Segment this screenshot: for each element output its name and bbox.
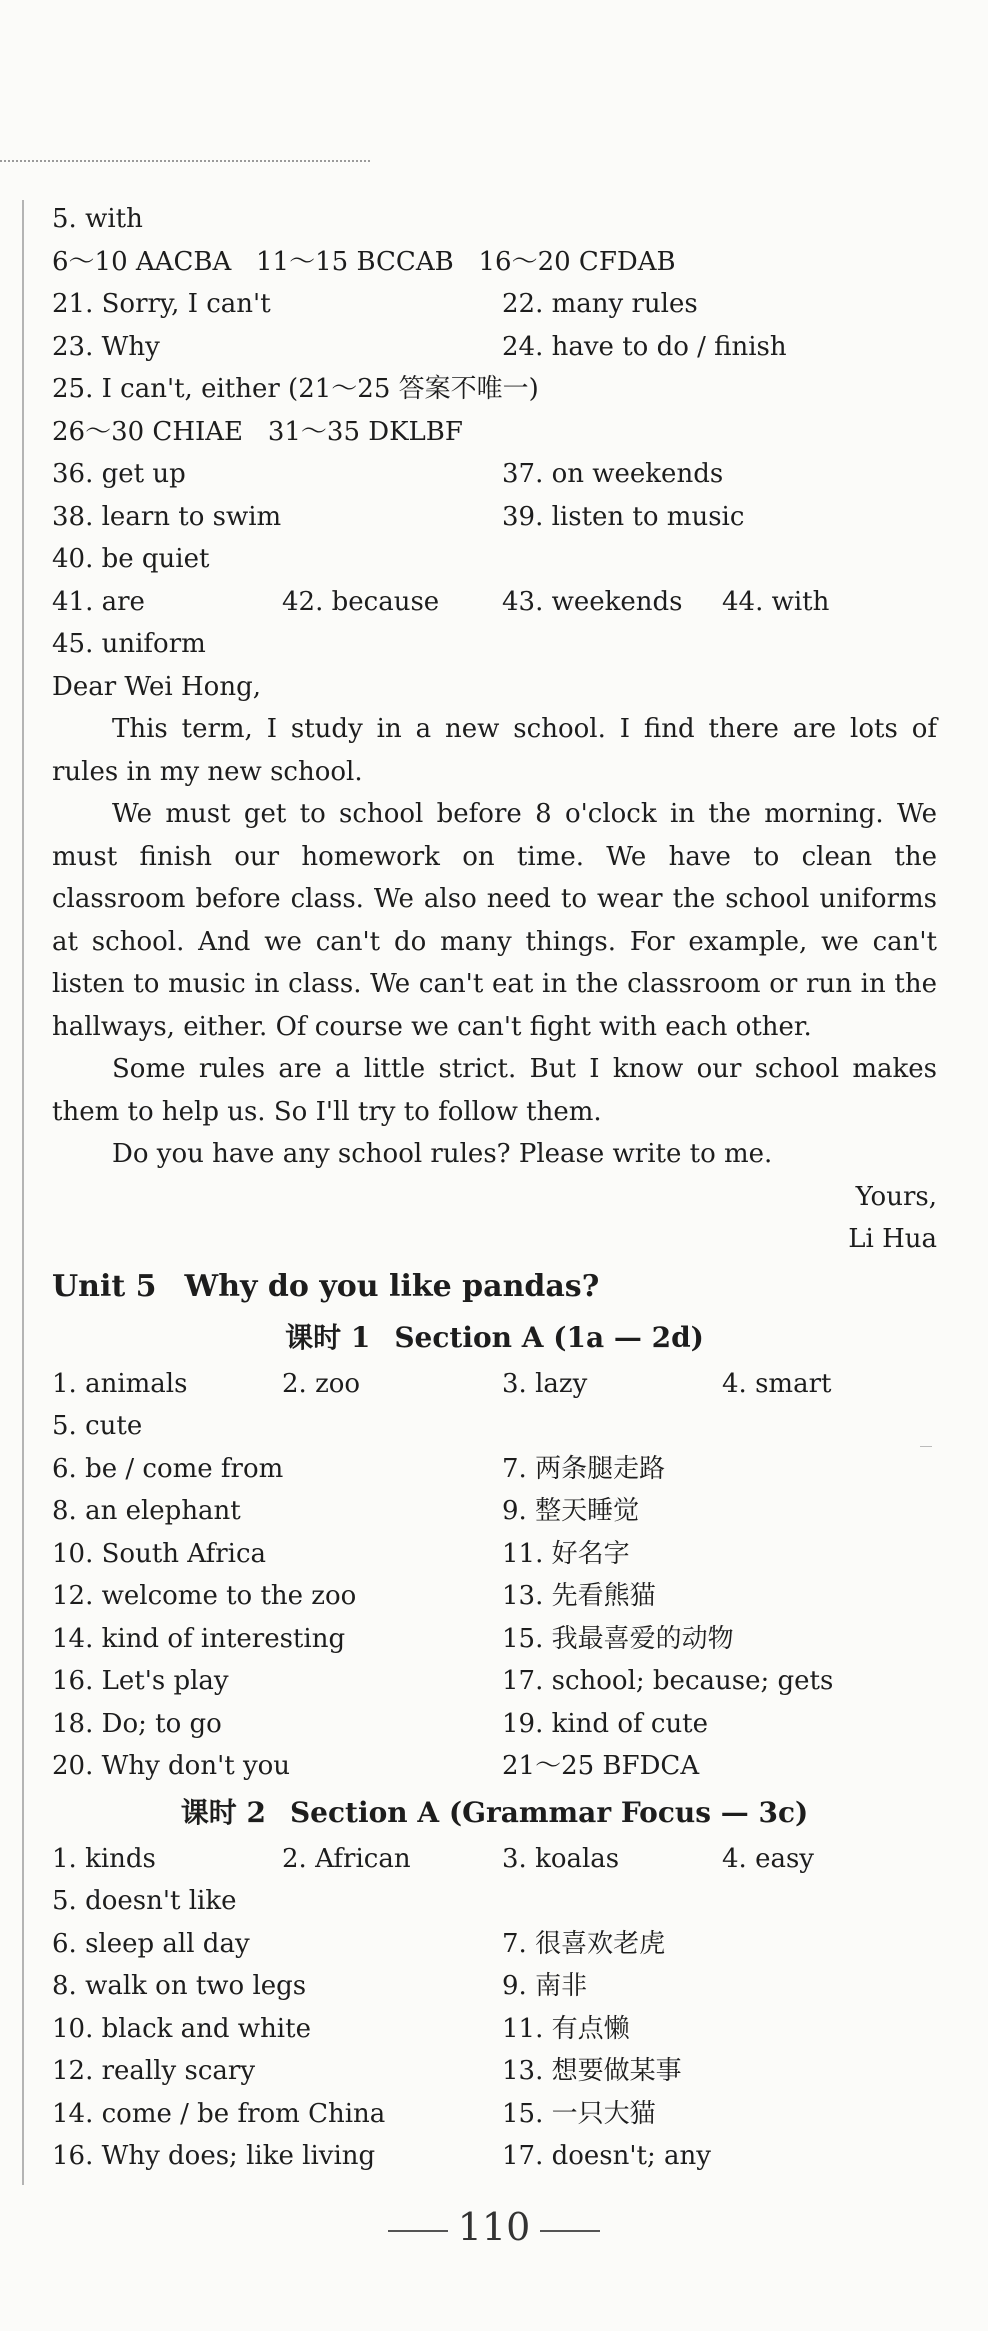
sample-letter <box>52 666 937 1261</box>
answer-page <box>52 198 937 2178</box>
answer-row: 45. uniform <box>52 629 206 659</box>
answer-row: 23. Why 24. have to do / finish <box>52 331 787 362</box>
dash-right <box>540 2230 600 2232</box>
answer-row: 1. animals 2. zoo 3. lazy 4. smart <box>52 1368 832 1399</box>
answer-row: 1. kinds 2. African 3. koalas 4. easy <box>52 1843 814 1874</box>
letter-paragraph: Some rules are a little strict. But I know our school makes them to help us. So I'll try to follow them. <box>52 1054 937 1127</box>
answer-row: 36. get up 37. on weekends <box>52 459 724 489</box>
answer-row: 38. learn to swim 39. listen to music <box>52 501 745 532</box>
answer-row: 10. black and white 11. 有点懒 <box>52 2013 630 2044</box>
answer-row: 14. kind of interesting 15. 我最喜爱的动物 <box>52 1623 734 1654</box>
answer-row: 41. are 42. because 43. weekends 44. with <box>52 586 830 617</box>
answer-row: 16. Let's play 17. school; because; gets <box>52 1666 834 1696</box>
answer-row: 18. Do; to go 19. kind of cute <box>52 1708 709 1739</box>
answer-row: 6～10 AACBA 11～15 BCCAB 16～20 CFDAB <box>52 246 676 277</box>
top-dotted-rule <box>0 160 370 162</box>
answer-row: 12. really scary 13. 想要做某事 <box>52 2056 682 2086</box>
answer-row: 40. be quiet <box>52 544 210 574</box>
answer-row: 5. cute <box>52 1411 143 1441</box>
answer-row: 12. welcome to the zoo 13. 先看熊猫 <box>52 1581 656 1611</box>
lesson-2-heading: 课时 2 Section A (Grammar Focus — 3c) <box>180 1795 809 1829</box>
answer-row: 20. Why don't you 21～25 BFDCA <box>52 1751 700 1781</box>
answer-row: 5. doesn't like <box>52 1886 237 1916</box>
answer-row: 14. come / be from China 15. 一只大猫 <box>52 2098 656 2129</box>
letter-paragraph: We must get to school before 8 o'clock in the morning. We must finish our homework on time. We have to clean the classroom before class. We also need to wear the school uniforms at school. And we can't do many things. For example, we can't listen to music in class. We can't eat in the classroom or run in the hallways, either. Of course we can't fight with each other. <box>52 799 937 1042</box>
letter-paragraph: Do you have any school rules? Please write to me. <box>112 1139 773 1169</box>
answer-row: 6. sleep all day 7. 很喜欢老虎 <box>52 1928 666 1959</box>
letter-signature: Li Hua <box>848 1224 937 1254</box>
answer-row: 26～30 CHIAE 31～35 DKLBF <box>52 416 463 447</box>
letter-closing: Yours, <box>855 1181 937 1212</box>
answer-row: 25. I can't, either (21～25 答案不唯一) <box>52 374 539 404</box>
answer-row: 5. with <box>52 204 143 234</box>
lesson-1-heading: 课时 1 Section A (1a — 2d) <box>285 1320 704 1354</box>
answer-row: 6. be / come from 7. 两条腿走路 <box>52 1453 666 1484</box>
answer-row: 21. Sorry, I can't 22. many rules <box>52 289 698 319</box>
dash-left <box>388 2230 448 2232</box>
letter-greeting: Dear Wei Hong, <box>52 671 261 702</box>
answer-row: 16. Why does; like living 17. doesn't; any <box>52 2141 711 2171</box>
answer-row: 8. walk on two legs 9. 南非 <box>52 1971 588 2001</box>
unit-heading: Unit 5 Why do you like pandas? <box>52 1268 600 1304</box>
page-number: 110 <box>0 2205 988 2249</box>
left-margin-rule <box>22 200 24 2185</box>
answer-row: 10. South Africa 11. 好名字 <box>52 1538 630 1569</box>
answer-row: 8. an elephant 9. 整天睡觉 <box>52 1496 640 1526</box>
letter-paragraph: This term, I study in a new school. I find there are lots of rules in my new school. <box>52 714 937 787</box>
